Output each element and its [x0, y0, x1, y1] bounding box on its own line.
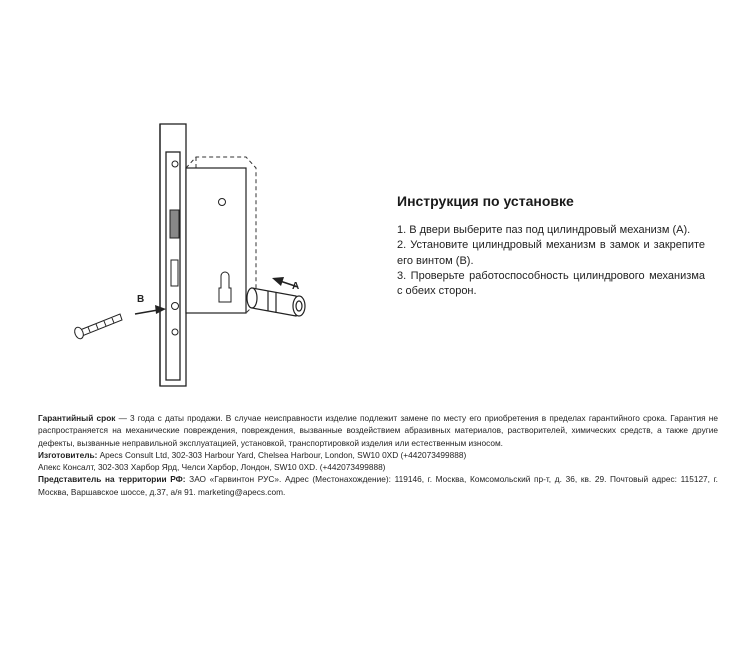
instructions-title: Инструкция по установке [397, 193, 574, 209]
manufacturer-text: Apecs Consult Ltd, 302-303 Harbour Yard, Chelsea Harbour, London, SW10 0XD (+442073499888) [97, 449, 467, 460]
spindle-hole-icon [219, 199, 226, 206]
instruction-step: 1. В двери выберите паз под цилиндровый механизм (А). [397, 224, 691, 236]
manufacturer-paragraph [38, 449, 718, 461]
latch-bolt [170, 210, 179, 286]
instruction-step: 2. Установите цилиндровый механизм в замок и закрепите его винтом (В). [397, 239, 705, 267]
installation-diagram [60, 115, 340, 395]
representative-label: Представитель на территории РФ: [38, 474, 186, 485]
label-a: A [292, 281, 300, 292]
representative-text: ЗАО «Гарвинтон РУС». Адрес (Местонахождение): 119146, г. Москва, Комсомольский пр-т, д. 36, кв. 29. Почтовый адрес: 115127, г. Москва, Варшавское шоссе, д.37, а/я 91. marketing@apecs.com. [38, 474, 718, 497]
arrow-b-icon [135, 305, 166, 314]
representative-paragraph [38, 473, 718, 498]
warranty-paragraph [38, 412, 718, 449]
instruction-step: 3. Проверьте работоспособность цилиндрового механизма с обеих сторон. [397, 269, 705, 298]
instructions-steps [397, 223, 705, 299]
warranty-label: Гарантийный срок [38, 413, 116, 423]
cylinder-mechanism [247, 288, 305, 316]
screw-icon [73, 314, 122, 340]
cylinder-slot [219, 272, 231, 302]
manufacturer-ru: Апекс Консалт, 302-303 Харбор Ярд, Челси Харбор, Лондон, SW10 0XD. (+442073499888) [38, 462, 386, 473]
instructions-block [397, 193, 705, 299]
manufacturer-label: Изготовитель: [38, 449, 98, 460]
warranty-text: — 3 года с даты продажи. В случае неисправности изделие подлежит замене по месту его приобретения в пределах гарантийного срока. Гарантия не распространяется на механические повреждения, повреждения, вызванные воздействием абразивных материалов, растворителей, химических средств, а также другие дефекты, вызванные неправильной эксплуатацией, установкой, транспортировкой изделия или естественным износом. [38, 413, 718, 448]
label-b: B [137, 294, 145, 305]
legal-info [38, 412, 718, 498]
cylinder-screw-hole [172, 303, 179, 310]
lock-body-front [186, 168, 246, 313]
